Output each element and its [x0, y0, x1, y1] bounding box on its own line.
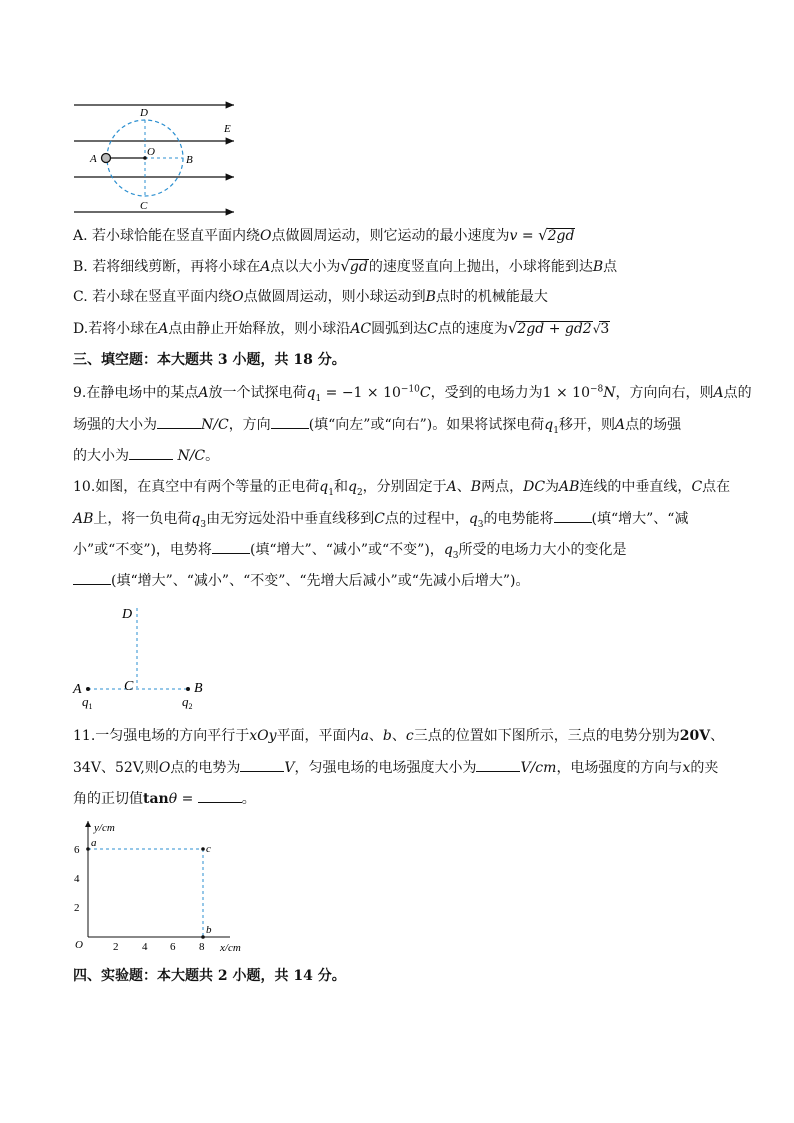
label-b: b	[206, 924, 212, 936]
section-4-heading: 四、实验题：本大题共 2 小题，共 14 分。	[73, 968, 346, 984]
figure-circle-field	[70, 95, 240, 215]
x-tick-6: 6	[170, 941, 176, 953]
q11-line2: 34V、52V,则O点的电势为 V，匀强电场的电场强度大小为 V/cm，电场强度的方向与x的夹	[73, 757, 733, 778]
x-tick-2: 2	[113, 941, 119, 953]
point-c	[201, 847, 205, 851]
q10-line4: (填“增大”、“减小”、“不变”、“先增大后减小”或“先减小后增大”)。	[73, 570, 733, 591]
label-q2: $q_2$	[182, 694, 193, 711]
q10-line1: 10.如图，在真空中有两个等量的正电荷$q_1$和$q_2$，分别固定于A、B两点，DC为AB连线的中垂直线，C点在	[73, 479, 731, 498]
answer-blank[interactable]	[240, 757, 284, 772]
label-C: C	[140, 200, 148, 212]
answer-blank[interactable]	[73, 570, 111, 585]
option-a: A. 若小球恰能在竖直平面内绕O点做圆周运动，则它运动的最小速度为v = √2gd	[73, 226, 575, 244]
charge-b	[186, 687, 190, 691]
origin-label: O	[75, 939, 83, 951]
option-d: D.若将小球在A点由静止开始释放，则小球沿AC圆弧到达C点的速度为√2gd + gd2√3	[73, 319, 610, 337]
y-tick-2: 2	[74, 902, 80, 914]
figure-xy-plane	[70, 815, 260, 955]
option-c: C. 若小球在竖直平面内绕O点做圆周运动，则小球运动到B点时的机械能最大	[73, 289, 548, 305]
y-tick-6: 6	[74, 844, 80, 856]
label-B: B	[186, 154, 193, 166]
option-b: B. 若将细线剪断，再将小球在A点以大小为√gd的速度竖直向上抛出，小球将能到达B点	[73, 257, 618, 275]
y-axis-label: y/cm	[94, 822, 115, 834]
x-tick-4: 4	[142, 941, 148, 953]
charge-a	[86, 687, 90, 691]
label-q1: $q_1$	[82, 694, 93, 711]
answer-blank[interactable]	[476, 757, 520, 772]
section-3-heading: 三、填空题：本大题共 3 小题，共 18 分。	[73, 352, 346, 368]
label-D: D	[140, 107, 148, 119]
y-tick-4: 4	[74, 873, 80, 885]
label-B: B	[194, 681, 203, 696]
q10-line2: AB上，将一负电荷$q_3$由无穷远处沿中垂直线移到C点的过程中，$q_3$的电势能将 (填“增大”、“减	[73, 508, 733, 529]
answer-blank[interactable]	[198, 788, 242, 803]
label-A: A	[73, 682, 82, 697]
q10-line3: 小”或“不变”)，电势将 (填“增大”、“减小”或“不变”)，$q_3$所受的电场力大小的变化是	[73, 539, 733, 560]
x-tick-8: 8	[199, 941, 205, 953]
point-b	[201, 935, 205, 939]
label-C: C	[124, 679, 134, 694]
figure-charges	[70, 600, 210, 710]
ball	[102, 154, 111, 163]
answer-blank[interactable]	[129, 445, 173, 460]
label-E: E	[224, 123, 231, 135]
label-O: O	[147, 146, 155, 158]
label-c: c	[206, 843, 211, 855]
label-a: a	[91, 837, 97, 849]
answer-blank[interactable]	[212, 539, 250, 554]
answer-blank[interactable]	[157, 414, 201, 429]
q9-line1: 9.在静电场中的某点A放一个试探电荷$q_1 = -1 \times 10^{-10}C$，受到的电场力为$1 \times 10^{-8}N$，方向向右，则A点的	[73, 384, 752, 404]
q11-line1: 11.一匀强电场的方向平行于xOy平面，平面内a、b、c三点的位置如下图所示，三点的电势分别为20V、	[73, 728, 725, 744]
x-axis-label: x/cm	[220, 942, 241, 954]
label-D: D	[122, 607, 133, 622]
q11-line3: 角的正切值tanθ = 。	[73, 788, 733, 809]
label-A: A	[90, 153, 97, 165]
answer-blank[interactable]	[271, 414, 309, 429]
q9-line2: 场强的大小为 N/C，方向 (填“向左”或“向右”)。如果将试探电荷$q_1$移开，则A点的场强	[73, 414, 733, 435]
q9-line3: 的大小为 N/C。	[73, 445, 733, 466]
point-a	[86, 847, 90, 851]
answer-blank[interactable]	[554, 508, 592, 523]
